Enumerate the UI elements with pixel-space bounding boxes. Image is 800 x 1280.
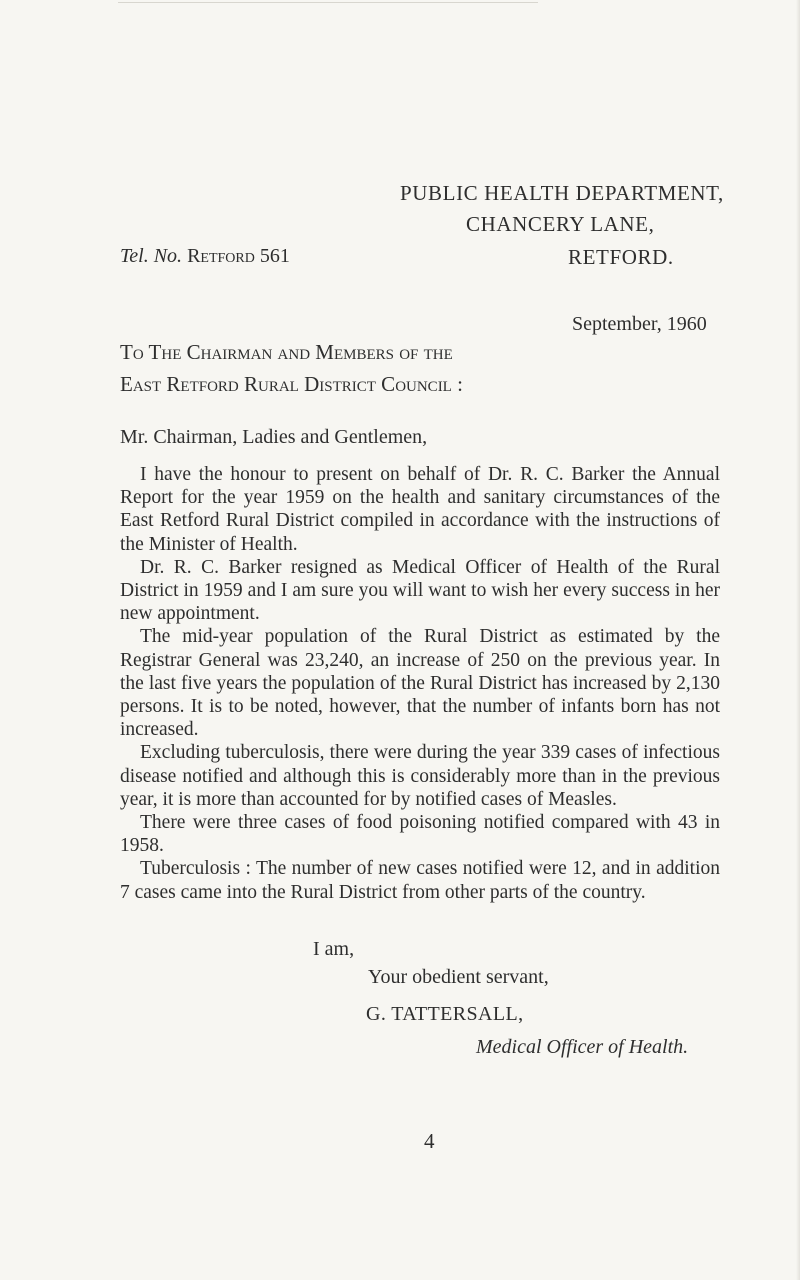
letter-date: September, 1960 xyxy=(572,313,707,335)
tel-value: Retford 561 xyxy=(187,245,290,267)
address-line-3: RETFORD. xyxy=(568,245,674,269)
tel-label: Tel. No. xyxy=(120,245,183,267)
address-line-1: PUBLIC HEALTH DEPARTMENT, xyxy=(400,181,724,205)
page-edge-shadow xyxy=(796,0,800,1280)
paragraph-food-poisoning: There were three cases of food poisoning notified compared with 43 in 1958. xyxy=(120,812,720,857)
signature-title: Medical Officer of Health. xyxy=(476,1036,689,1058)
signature-name: G. TATTERSALL, xyxy=(366,1003,524,1025)
paragraph-tuberculosis: Tuberculosis : The number of new cases notified were 12, and in addition 7 cases came into the Rural District from other parts of the country. xyxy=(120,858,720,903)
paragraph-resignation: Dr. R. C. Barker resigned as Medical Officer of Health of the Rural District in 1959 and I am sure you will want to wish her every success in her new appointment. xyxy=(120,556,720,625)
closing-servant: Your obedient servant, xyxy=(368,966,549,988)
paragraph-honour: I have the honour to present on behalf of Dr. R. C. Barker the Annual Report for the year 1959 on the health and sanitary circumstances of the East Retford Rural District compiled in accordance with the instructions of the Minister of Health. xyxy=(120,464,720,555)
address-line-2: CHANCERY LANE, xyxy=(466,212,655,236)
top-edge-line xyxy=(118,2,538,3)
closing-i-am: I am, xyxy=(313,938,355,960)
paragraph-infectious-disease: Excluding tuberculosis, there were during the year 339 cases of infectious disease notified and although this is considerably more than in the previous year, it is more than accounted for by notified cases of Measles. xyxy=(120,742,720,810)
salutation: Mr. Chairman, Ladies and Gentlemen, xyxy=(120,426,428,448)
addressee-line-1: To The Chairman and Members of the xyxy=(120,340,453,364)
page-number: 4 xyxy=(424,1129,435,1153)
telephone xyxy=(120,245,290,268)
paragraph-population: The mid-year population of the Rural District as estimated by the Registrar General was 23,240, an increase of 250 on the previous year. In the last five years the population of the Rural District has increased by 2,130 persons. It is to be noted, however, that the number of infants born has not increased. xyxy=(120,626,720,741)
letter-body xyxy=(120,463,720,904)
addressee-line-2: East Retford Rural District Council : xyxy=(120,372,463,396)
